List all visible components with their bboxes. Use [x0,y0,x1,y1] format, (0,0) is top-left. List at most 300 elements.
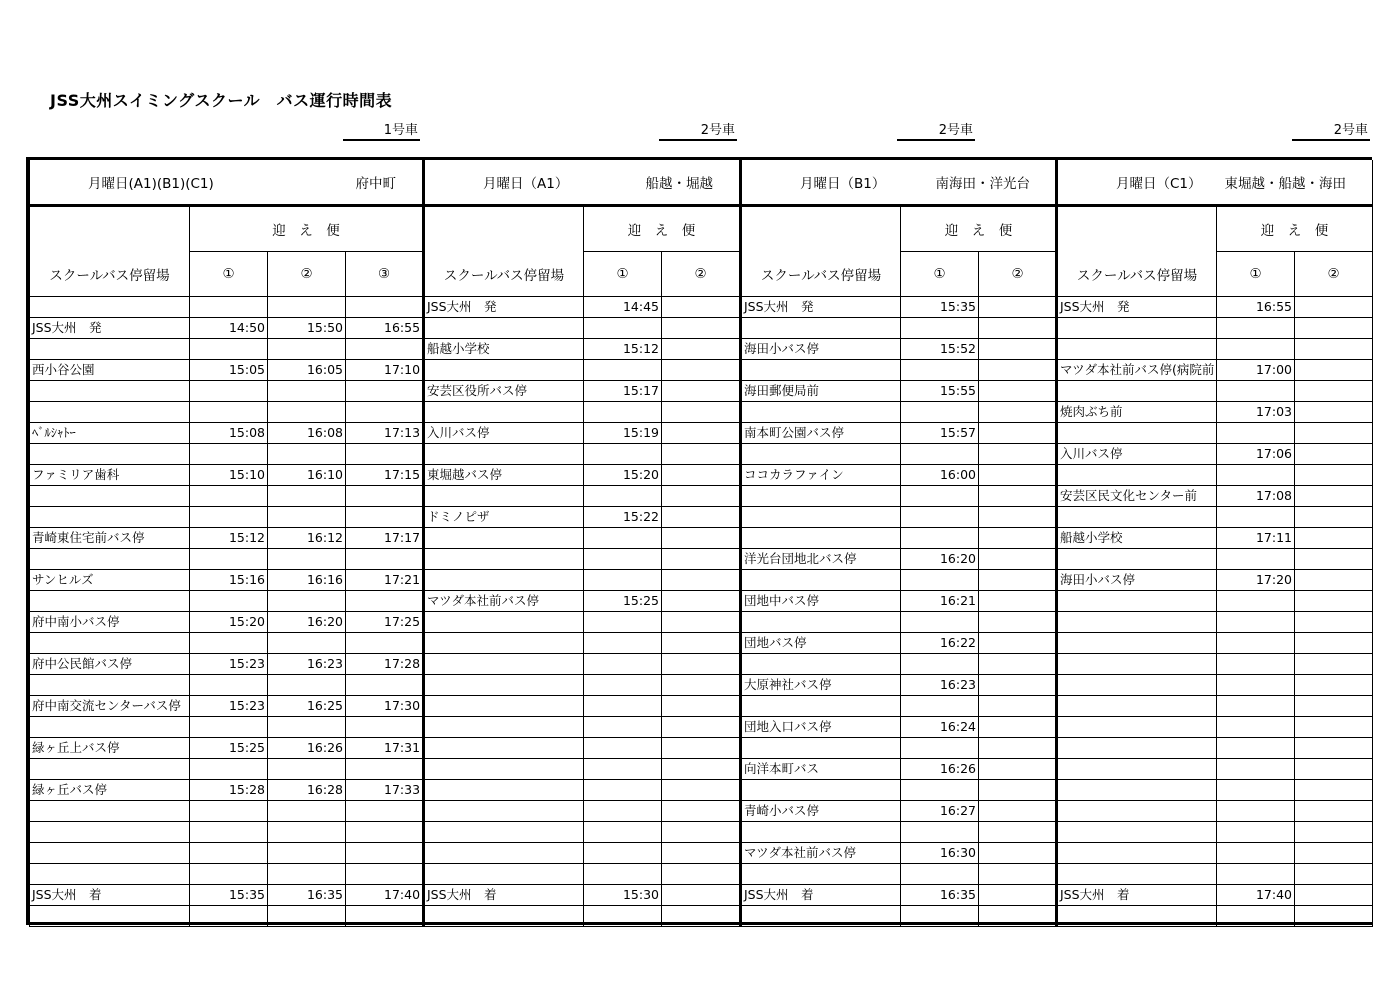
stop-name-cell [1057,822,1217,843]
stop-name-cell [741,360,901,381]
stop-name-cell [424,864,584,885]
table-row [1057,801,1373,822]
time-cell [346,402,423,423]
time-cell [584,717,662,738]
table-row [1057,318,1373,339]
time-cell: 17:31 [346,738,423,759]
time-cell [190,675,268,696]
stop-name-cell [424,822,584,843]
route-label: 南海田・洋光台 [935,176,1031,192]
table-row [30,549,423,570]
table-row [424,570,740,591]
time-cell [979,675,1057,696]
table-row [30,423,423,444]
time-cell [979,654,1057,675]
time-cell [268,486,346,507]
stop-column-header: スクールバス停留場 [30,206,190,297]
time-cell [1295,738,1373,759]
stop-name-cell [1057,780,1217,801]
stop-name-cell [1057,654,1217,675]
table-row [424,885,740,906]
stop-name-cell: ドミノピザ [424,507,584,528]
trip-number-header: ① [901,252,979,297]
table-row [424,360,740,381]
table-row [1057,444,1373,465]
time-cell [901,696,979,717]
table-row [30,402,423,423]
time-cell: 15:12 [190,528,268,549]
table-row [741,528,1057,549]
time-cell [1217,759,1295,780]
time-cell: 15:28 [190,780,268,801]
time-cell [979,906,1057,927]
table-row [424,318,740,339]
stop-name-cell [741,738,901,759]
table-row [1057,654,1373,675]
table-row [30,381,423,402]
table-row [424,717,740,738]
time-cell: 17:13 [346,423,423,444]
time-cell: 15:35 [901,297,979,318]
stop-name-cell: サンヒルズ [30,570,190,591]
time-cell: 15:57 [901,423,979,444]
table-row [30,339,423,360]
stop-name-cell: ココカラファイン [741,465,901,486]
stop-name-cell: 船越小学校 [424,339,584,360]
table-row [30,486,423,507]
time-cell: 17:30 [346,696,423,717]
time-cell: 17:25 [346,612,423,633]
time-cell: 16:35 [901,885,979,906]
time-cell [662,885,740,906]
time-cell [979,843,1057,864]
service-label: 迎 え 便 [190,206,423,252]
stop-name-cell: 東堀越バス停 [424,465,584,486]
stop-name-cell: マツダ本社前バス停 [424,591,584,612]
time-cell: 17:08 [1217,486,1295,507]
stop-name-cell [741,654,901,675]
table-row [30,570,423,591]
time-cell [1295,402,1373,423]
table-row [741,717,1057,738]
time-cell [268,507,346,528]
stop-name-cell [424,402,584,423]
table-row [741,696,1057,717]
time-cell: 16:24 [901,717,979,738]
stop-name-cell [424,801,584,822]
time-cell [346,444,423,465]
time-cell [1217,843,1295,864]
car-label-1: 1号車 [343,121,420,141]
time-cell [268,822,346,843]
time-cell [901,780,979,801]
time-cell [190,486,268,507]
time-cell [1295,654,1373,675]
stop-name-cell [741,402,901,423]
stop-name-cell: JSS大州 発 [30,318,190,339]
stop-name-cell: JSS大州 発 [1057,297,1217,318]
table-row [424,507,740,528]
time-cell [1295,633,1373,654]
table-row [1057,570,1373,591]
time-cell: 16:23 [901,675,979,696]
time-cell [901,486,979,507]
stop-name-cell [424,654,584,675]
stop-name-cell: 大原神社バス停 [741,675,901,696]
stop-name-cell [424,780,584,801]
stop-name-cell [30,864,190,885]
time-cell [268,444,346,465]
table-row [30,654,423,675]
time-cell [584,822,662,843]
time-cell: 16:25 [268,696,346,717]
time-cell: 16:55 [346,318,423,339]
stop-name-cell: 西小谷公園 [30,360,190,381]
stop-name-cell [741,318,901,339]
time-cell [1217,801,1295,822]
stop-name-cell: 安芸区役所バス停 [424,381,584,402]
day-label: 月曜日（B1） [800,176,886,192]
table-row [741,465,1057,486]
service-label: 迎 え 便 [584,206,740,252]
time-cell [1217,507,1295,528]
time-cell [190,297,268,318]
stop-name-cell: JSS大州 発 [741,297,901,318]
time-cell: 17:17 [346,528,423,549]
time-cell [979,738,1057,759]
table-row [1057,465,1373,486]
time-cell [1295,822,1373,843]
stop-name-cell [424,675,584,696]
time-cell [901,318,979,339]
time-cell [979,528,1057,549]
stop-name-cell: JSS大州 着 [30,885,190,906]
time-cell [662,486,740,507]
time-cell [1295,297,1373,318]
stop-column-header: スクールバス停留場 [424,206,584,297]
stop-name-cell [30,444,190,465]
table-row [741,780,1057,801]
time-cell [979,570,1057,591]
time-cell: 17:21 [346,570,423,591]
table-row [741,822,1057,843]
time-cell [346,801,423,822]
stop-name-cell [1057,318,1217,339]
stop-name-cell: 府中南小バス停 [30,612,190,633]
time-cell [584,528,662,549]
table-row [424,759,740,780]
panel-header [30,160,423,206]
time-cell [1295,717,1373,738]
time-cell [584,633,662,654]
time-cell [268,339,346,360]
time-cell [584,549,662,570]
table-row [741,339,1057,360]
time-cell: 16:16 [268,570,346,591]
time-cell [190,759,268,780]
table-row [1057,675,1373,696]
timetable-panel [29,160,422,922]
time-cell [584,864,662,885]
stop-name-cell [1057,717,1217,738]
time-cell: 15:10 [190,465,268,486]
time-cell: 17:40 [346,885,423,906]
time-cell: 17:20 [1217,570,1295,591]
time-cell [190,822,268,843]
stop-name-cell: 団地バス停 [741,633,901,654]
time-cell [1295,423,1373,444]
time-cell [662,843,740,864]
table-row [30,801,423,822]
time-cell [584,738,662,759]
time-cell [662,528,740,549]
table-row [741,486,1057,507]
stop-name-cell [30,507,190,528]
stop-name-cell [1057,633,1217,654]
time-cell [1217,591,1295,612]
time-cell: 16:28 [268,780,346,801]
stop-name-cell [424,759,584,780]
stop-name-cell [30,801,190,822]
time-cell [1295,612,1373,633]
table-row [30,591,423,612]
time-cell [662,633,740,654]
time-cell [662,738,740,759]
trip-number-header: ③ [346,252,423,297]
time-cell [979,717,1057,738]
stop-name-cell [30,486,190,507]
time-cell [979,780,1057,801]
table-row [741,675,1057,696]
time-cell [584,780,662,801]
time-cell [1217,906,1295,927]
time-cell [346,822,423,843]
time-cell [190,843,268,864]
table-row [1057,423,1373,444]
trip-number-header: ① [1217,252,1295,297]
stop-name-cell [30,843,190,864]
table-row [741,591,1057,612]
stop-name-cell [741,528,901,549]
time-cell [901,906,979,927]
time-cell [190,633,268,654]
time-cell [1295,675,1373,696]
time-cell [662,549,740,570]
time-cell [662,339,740,360]
time-cell [1295,381,1373,402]
stop-name-cell: 緑ヶ丘バス停 [30,780,190,801]
time-cell: 15:23 [190,696,268,717]
time-cell: 15:52 [901,339,979,360]
stop-name-cell [1057,423,1217,444]
time-cell [1295,360,1373,381]
stop-name-cell: JSS大州 着 [1057,885,1217,906]
time-cell [584,486,662,507]
time-cell [1217,675,1295,696]
table-row [424,822,740,843]
table-row [424,297,740,318]
time-cell: 16:27 [901,801,979,822]
time-cell [584,612,662,633]
timetable-panel [739,160,1055,922]
time-cell [1217,381,1295,402]
time-cell [1217,465,1295,486]
route-label: 東堀越・船越・海田 [1224,176,1346,192]
time-cell [979,591,1057,612]
time-cell [979,549,1057,570]
stop-name-cell [424,612,584,633]
stop-name-cell [1057,591,1217,612]
time-cell [979,801,1057,822]
time-cell [346,507,423,528]
stop-name-cell [1057,843,1217,864]
time-cell: 15:08 [190,423,268,444]
stop-name-cell [1057,381,1217,402]
time-cell [1295,528,1373,549]
time-cell: 15:35 [190,885,268,906]
route-label: 府中町 [355,176,397,192]
table-row [424,591,740,612]
table-row [424,465,740,486]
time-cell [662,780,740,801]
table-row [424,381,740,402]
time-cell [662,864,740,885]
stop-name-cell: 団地入口バス停 [741,717,901,738]
time-cell: 17:28 [346,654,423,675]
table-row [424,906,740,927]
time-cell: 17:11 [1217,528,1295,549]
time-cell [901,612,979,633]
stop-name-cell [1057,801,1217,822]
table-row [30,696,423,717]
table-row [424,738,740,759]
stop-name-cell: 海田小バス停 [1057,570,1217,591]
time-cell [662,507,740,528]
stop-name-cell [1057,906,1217,927]
stop-name-cell [30,297,190,318]
table-row [424,633,740,654]
stop-name-cell [1057,339,1217,360]
table-row [741,906,1057,927]
time-cell [901,528,979,549]
time-cell [979,465,1057,486]
stop-name-cell: 海田郵便局前 [741,381,901,402]
time-cell [1217,822,1295,843]
time-cell [190,717,268,738]
time-cell [979,423,1057,444]
time-cell [979,339,1057,360]
time-cell [1295,906,1373,927]
table-row [1057,507,1373,528]
table-row [30,675,423,696]
time-cell [584,906,662,927]
time-cell [268,549,346,570]
table-row [30,360,423,381]
time-cell: 15:22 [584,507,662,528]
page-title: JSS大州スイミングスクール バス運行時間表 [50,91,393,110]
time-cell [190,549,268,570]
table-row [741,843,1057,864]
time-cell: 15:23 [190,654,268,675]
time-cell: 14:45 [584,297,662,318]
table-row [1057,696,1373,717]
time-cell [979,612,1057,633]
time-cell [1295,339,1373,360]
service-label: 迎 え 便 [1217,206,1373,252]
time-cell: 16:55 [1217,297,1295,318]
table-row [30,633,423,654]
time-cell: 16:30 [901,843,979,864]
time-cell [1295,444,1373,465]
time-cell [662,381,740,402]
table-row [30,318,423,339]
time-cell [346,297,423,318]
stop-name-cell: JSS大州 着 [424,885,584,906]
table-row [741,612,1057,633]
table-row [30,906,423,927]
day-label: 月曜日（C1） [1116,176,1202,192]
stop-name-cell [424,549,584,570]
time-cell [1295,759,1373,780]
stop-name-cell: 入川バス停 [424,423,584,444]
table-row [424,654,740,675]
stop-name-cell [424,738,584,759]
day-label: 月曜日(A1)(B1)(C1) [88,176,214,192]
time-cell: 14:50 [190,318,268,339]
time-cell [1217,780,1295,801]
time-cell [190,381,268,402]
stop-name-cell [424,717,584,738]
time-cell [190,591,268,612]
time-cell [268,843,346,864]
table-row [1057,549,1373,570]
time-cell [268,717,346,738]
time-cell [1295,696,1373,717]
time-cell [979,633,1057,654]
stop-name-cell: マツダ本社前バス停 [741,843,901,864]
time-cell [1217,423,1295,444]
time-cell [346,759,423,780]
time-cell [662,318,740,339]
stop-name-cell [424,486,584,507]
trip-number-header: ② [268,252,346,297]
time-cell [268,759,346,780]
time-cell [1217,318,1295,339]
time-cell [268,801,346,822]
stop-name-cell: 府中公民館バス停 [30,654,190,675]
stop-name-cell: 焼肉ぶち前 [1057,402,1217,423]
time-cell: 16:23 [268,654,346,675]
time-cell [268,297,346,318]
time-cell [1295,885,1373,906]
service-label: 迎 え 便 [901,206,1057,252]
table-row [30,864,423,885]
table-row [1057,528,1373,549]
table-row [1057,717,1373,738]
time-cell [584,444,662,465]
time-cell [1217,738,1295,759]
table-row [424,528,740,549]
table-row [741,654,1057,675]
stop-name-cell [30,549,190,570]
time-cell: 15:20 [190,612,268,633]
time-cell [584,696,662,717]
time-cell [346,591,423,612]
time-cell: 16:35 [268,885,346,906]
table-row [424,549,740,570]
time-cell [584,759,662,780]
time-cell [346,486,423,507]
